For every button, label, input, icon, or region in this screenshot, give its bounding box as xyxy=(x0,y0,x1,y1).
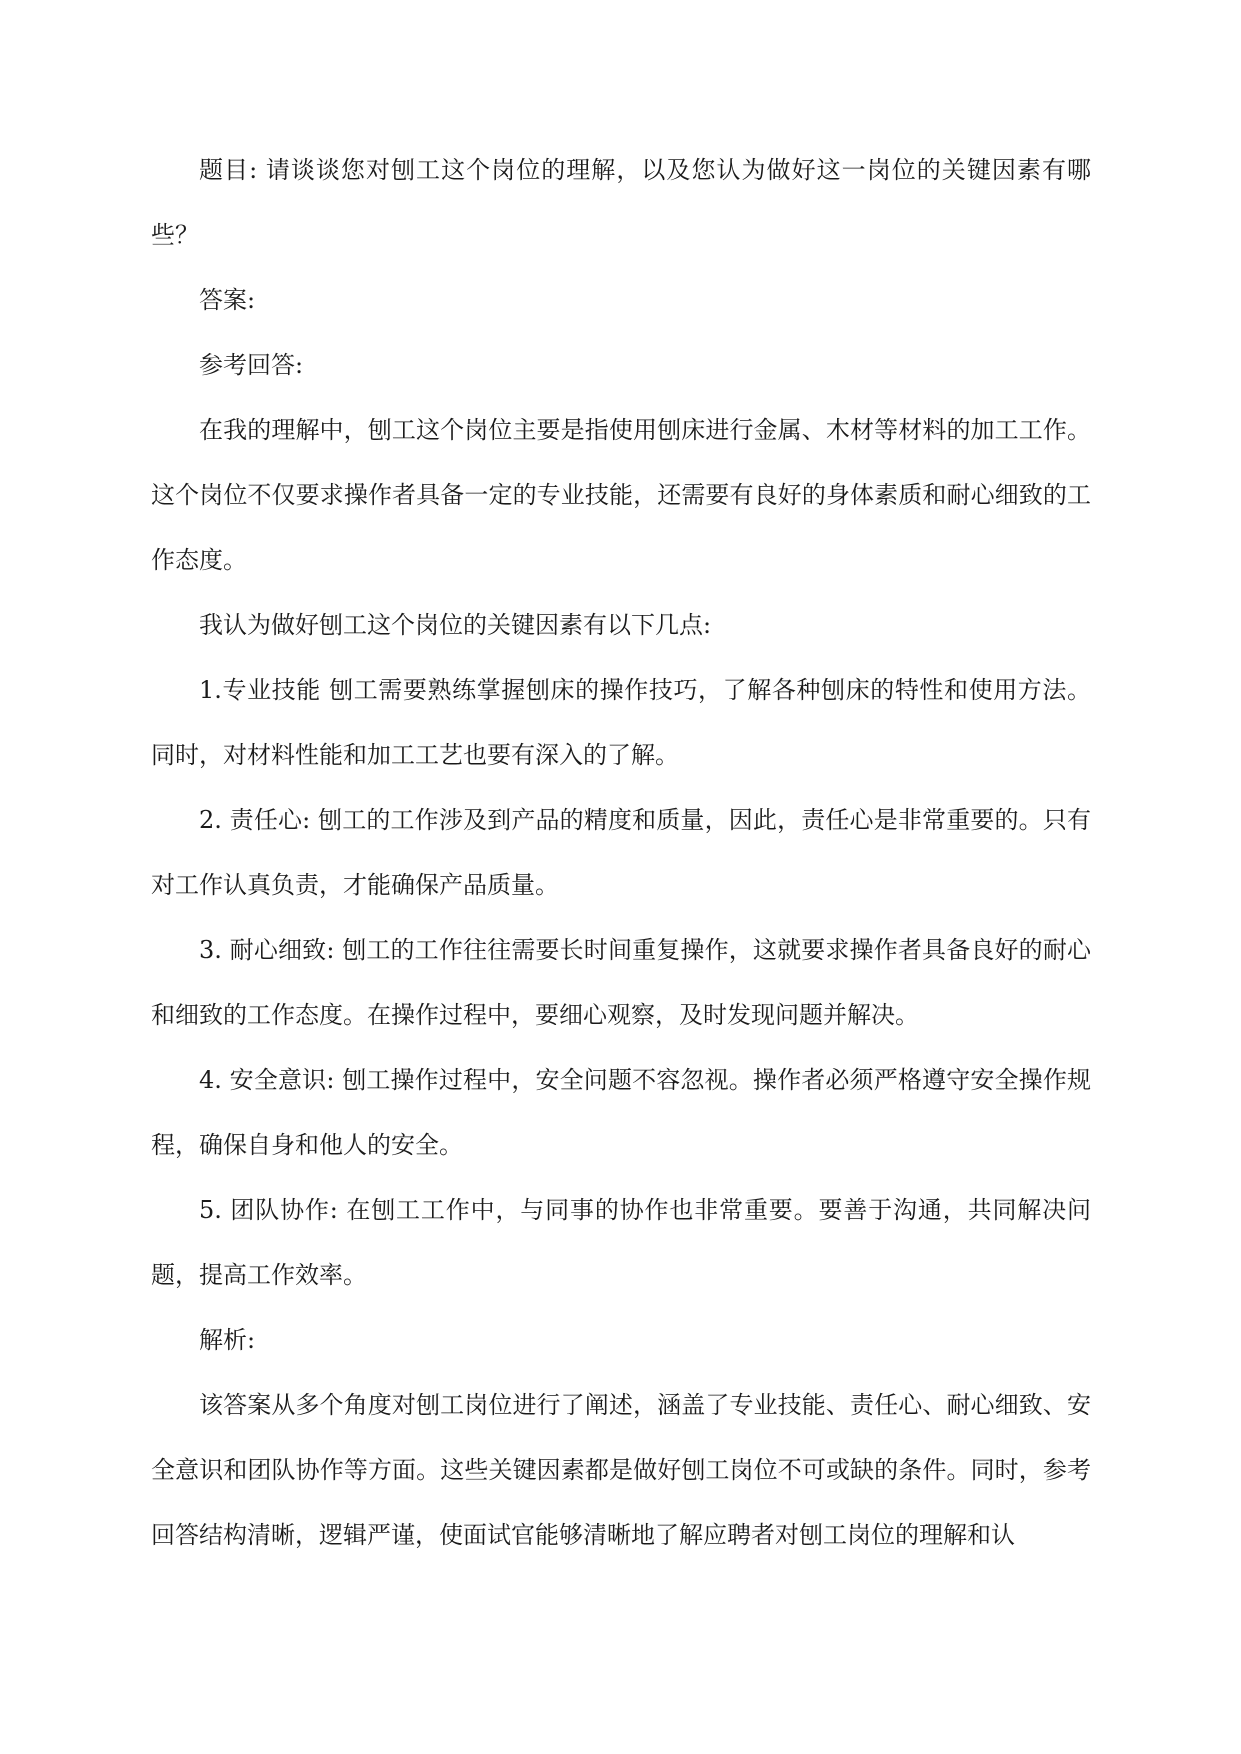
key-factor-item: 3. 耐心细致: 刨工的工作往往需要长时间重复操作，这就要求操作者具备良好的耐心和细致的工作态度。在操作过程中，要细心观察，及时发现问题并解决。 xyxy=(151,936,1091,1029)
key-factor-item: 2. 责任心: 刨工的工作涉及到产品的精度和质量，因此，责任心是非常重要的。只有对工作认真负责，才能确保产品质量。 xyxy=(151,806,1091,899)
question-paragraph: 题目: 请谈谈您对刨工这个岗位的理解，以及您认为做好这一岗位的关键因素有哪些？ xyxy=(151,156,1091,249)
key-factor-item: 5. 团队协作: 在刨工工作中，与同事的协作也非常重要。要善于沟通，共同解决问题，提高工作效率。 xyxy=(151,1196,1091,1289)
analysis-paragraph: 该答案从多个角度对刨工岗位进行了阐述，涵盖了专业技能、责任心、耐心细致、安全意识和团队协作等方面。这些关键因素都是做好刨工岗位不可或缺的条件。同时，参考回答结构清晰，逻辑严谨，使面试官能够清晰地了解应聘者对刨工岗位的理解和认 xyxy=(151,1391,1091,1549)
analysis-heading: 解析: xyxy=(199,1326,256,1354)
key-factor-item: 1.专业技能 刨工需要熟练掌握刨床的操作技巧，了解各种刨床的特性和使用方法。同时，对材料性能和加工工艺也要有深入的了解。 xyxy=(151,676,1091,769)
key-factors-intro: 我认为做好刨工这个岗位的关键因素有以下几点: xyxy=(199,611,712,639)
understanding-paragraph: 在我的理解中，刨工这个岗位主要是指使用刨床进行金属、木材等材料的加工工作。这个岗位不仅要求操作者具备一定的专业技能，还需要有良好的身体素质和耐心细致的工作态度。 xyxy=(151,416,1091,574)
answer-heading: 答案: xyxy=(199,286,256,314)
key-factor-item: 4. 安全意识: 刨工操作过程中，安全问题不容忽视。操作者必须严格遵守安全操作规程，确保自身和他人的安全。 xyxy=(151,1066,1091,1159)
reference-answer-heading: 参考回答: xyxy=(199,351,304,379)
document-body xyxy=(151,138,1091,1568)
